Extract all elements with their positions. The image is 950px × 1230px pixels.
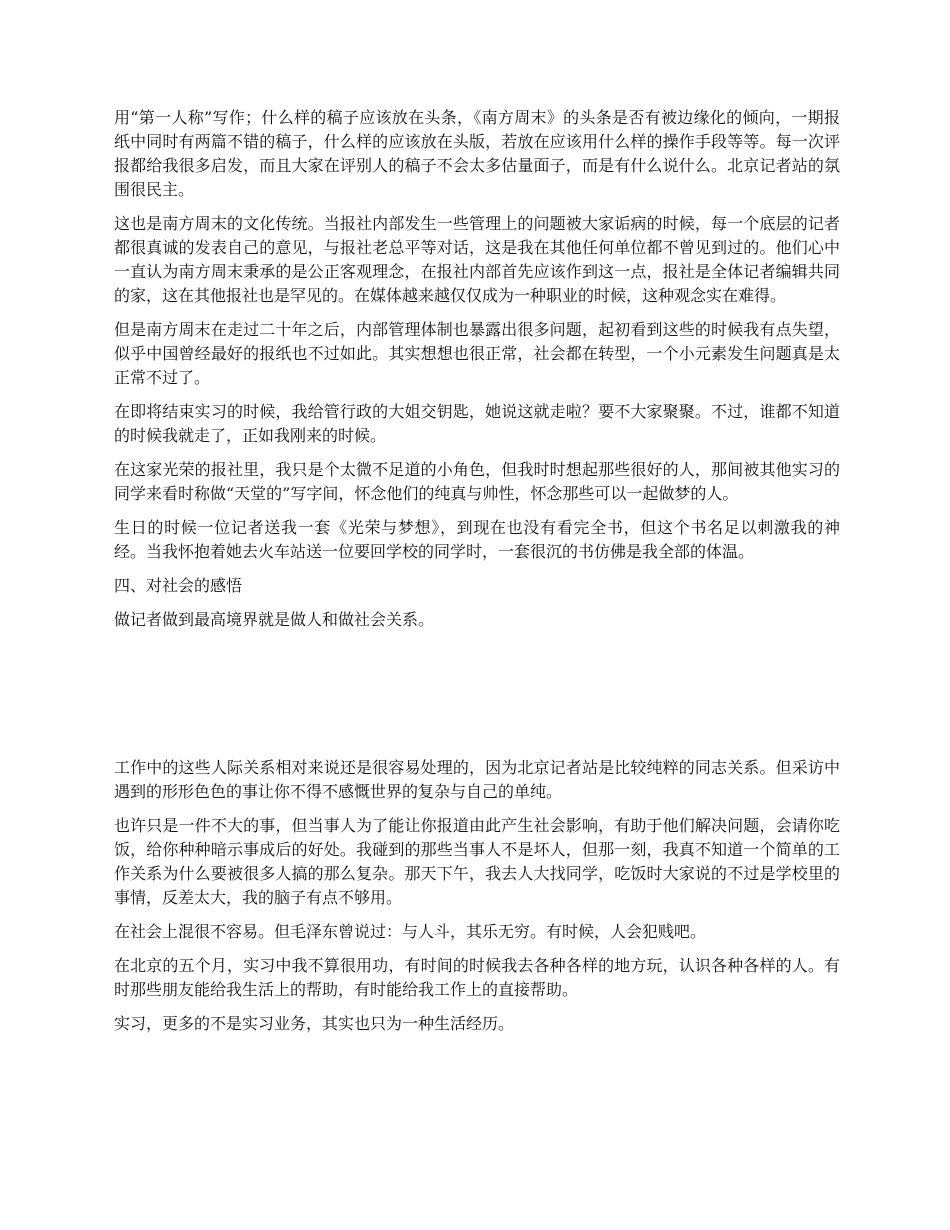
paragraph: 实习，更多的不是实习业务，其实也只为一种生活经历。 [114,1014,515,1033]
paragraph: 也许只是一件不大的事，但当事人为了能让你报道由此产生社会影响，有助于他们解决问题，会请你吃饭，给你种种暗示事成后的好处。我碰到的那些当事人不是坏人，但那一刻，我真不知道一个简单的工作关系为什么要被很多人搞的那么复杂。那天下午，我去人大找同学，吃饭时大家说的不过是学校里的事情，反差太大，我的脑子有点不够用。 [114,816,840,907]
section-heading: 四、对社会的感悟 [114,576,243,595]
paragraph: 工作中的这些人际关系相对来说还是很容易处理的，因为北京记者站是比较纯粹的同志关系。但采访中遇到的形形色色的事让你不得不感慨世界的复杂与自己的单纯。 [114,758,840,801]
paragraph: 在即将结束实习的时候，我给管行政的大姐交钥匙，她说这就走啦？要不大家聚聚。不过，谁都不知道的时候我就走了，正如我刚来的时候。 [114,402,840,445]
paragraph: 做记者做到最高境界就是做人和做社会关系。 [114,610,435,629]
paragraph: 在社会上混很不容易。但毛泽东曾说过：与人斗，其乐无穷。有时候，人会犯贱吧。 [114,922,707,941]
paragraph: 用“第一人称”写作；什么样的稿子应该放在头条，《南方周末》的头条是否有被边缘化的倾向，一期报纸中同时有两篇不错的稿子，什么样的应该放在头版，若放在应该用什么样的操作手段等等。每一次评报都给我很多启发，而且大家在评别人的稿子不会太多估量面子，而是有什么说什么。北京记者站的氛围很民主。 [114,108,840,199]
blank-gap [114,642,840,756]
paragraph: 在这家光荣的报社里，我只是个太微不足道的小角色，但我时时想起那些很好的人，那间被其他实习的同学来看时称做“天堂的”写字间，怀念他们的纯真与帅性，怀念那些可以一起做梦的人。 [114,460,840,503]
paragraph: 生日的时候一位记者送我一套《光荣与梦想》，到现在也没有看完全书，但这个书名足以刺激我的神经。当我怀抱着她去火车站送一位要回学校的同学时，一套很沉的书仿佛是我全部的体温。 [114,518,840,561]
document-body [114,106,840,1046]
paragraph: 这也是南方周末的文化传统。当报社内部发生一些管理上的问题被大家诟病的时候，每一个底层的记者都很真诚的发表自己的意见，与报社老总平等对话，这是我在其他任何单位都不曾见到过的。他们心中一直认为南方周末秉承的是公正客观理念，在报社内部首先应该作到这一点，报社是全体记者编辑共同的家，这在其他报社也是罕见的。在媒体越来越仅仅成为一种职业的时候，这种观念实在难得。 [114,214,840,305]
paragraph: 但是南方周末在走过二十年之后，内部管理体制也暴露出很多问题，起初看到这些的时候我有点失望，似乎中国曾经最好的报纸也不过如此。其实想想也很正常，社会都在转型，一个小元素发生问题真是太正常不过了。 [114,320,840,387]
paragraph: 在北京的五个月，实习中我不算很用功，有时间的时候我去各种各样的地方玩，认识各种各样的人。有时那些朋友能给我生活上的帮助，有时能给我工作上的直接帮助。 [114,956,840,999]
